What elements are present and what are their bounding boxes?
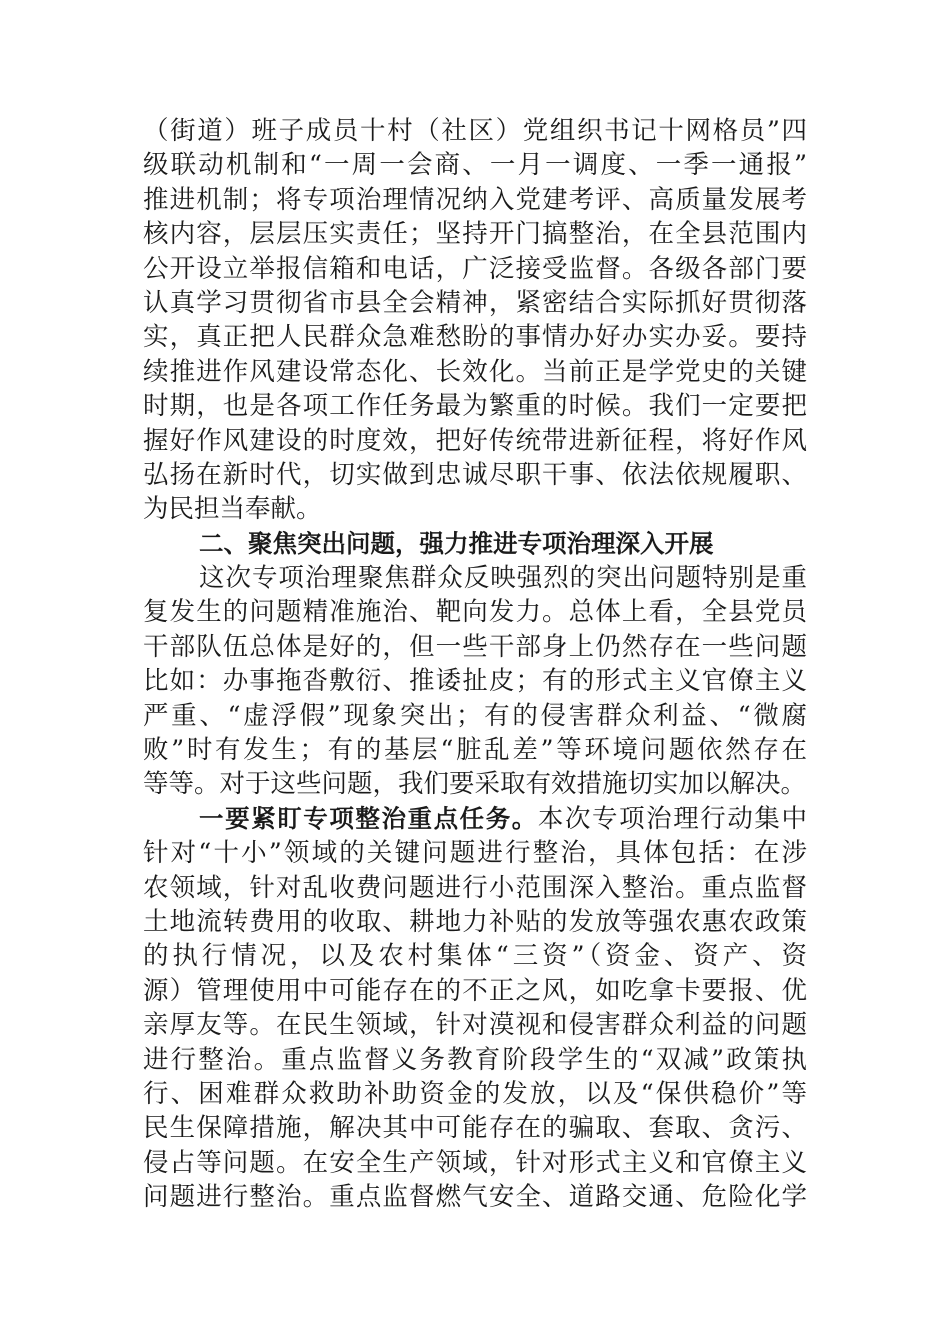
body-line <box>143 802 807 836</box>
body-line: 核内容，层层压实责任；坚持开门搞整治，在全县范围内 <box>143 219 807 250</box>
body-line: 时期，也是各项工作任务最为繁重的时候。我们一定要把 <box>143 391 807 422</box>
body-line: 败”时有发生；有的基层“脏乱差”等环境问题依然存在 <box>143 735 807 766</box>
body-line: 为民担当奉献。 <box>143 494 322 525</box>
body-line: 干部队伍总体是好的，但一些干部身上仍然存在一些问题 <box>143 631 807 662</box>
body-line: 等等。对于这些问题，我们要采取有效措施切实加以解决。 <box>143 769 807 800</box>
body-text: 本次专项治理行动集中 <box>537 803 807 834</box>
body-line: 这次专项治理聚焦群众反映强烈的突出问题特别是重 <box>199 563 807 594</box>
body-line: 握好作风建设的时度效，把好传统带进新征程，将好作风 <box>143 425 807 456</box>
body-line: 比如：办事拖沓敷衍、推诿扯皮；有的形式主义官僚主义 <box>143 666 807 697</box>
body-line: 弘扬在新时代，切实做到忠诚尽职干事、依法依规履职、 <box>143 459 807 490</box>
body-line: （街道）班子成员十村（社区）党组织书记十网格员”四 <box>143 116 807 146</box>
body-line: 级联动机制和“一周一会商、一月一调度、一季一通报” <box>143 150 807 181</box>
body-line: 严重、“虚浮假”现象突出；有的侵害群众利益、“微腐 <box>143 700 807 731</box>
body-line: 推进机制；将专项治理情况纳入党建考评、高质量发展考 <box>143 184 807 215</box>
body-line: 的执行情况，以及农村集体“三资”（资金、资产、资 <box>143 941 807 972</box>
body-line: 侵占等问题。在安全生产领域，针对形式主义和官僚主义 <box>143 1147 807 1178</box>
body-line: 土地流转费用的收取、耕地力补贴的发放等强农惠农政策 <box>143 906 807 937</box>
body-line: 民生保障措施，解决其中可能存在的骗取、套取、贪污、 <box>143 1113 807 1144</box>
body-line: 问题进行整治。重点监督燃气安全、道路交通、危险化学 <box>143 1182 807 1213</box>
document-body <box>143 114 807 1215</box>
body-line: 行、困难群众救助补助资金的发放，以及“保供稳价”等 <box>143 1078 807 1109</box>
body-line: 续推进作风建设常态化、长效化。当前正是学党史的关键 <box>143 356 807 387</box>
section-heading: 二、聚焦突出问题，强力推进专项治理深入开展 <box>199 528 714 558</box>
body-line: 进行整治。重点监督义务教育阶段学生的“双减”政策执 <box>143 1044 807 1075</box>
body-line: 实，真正把人民群众急难愁盼的事情办好办实办妥。要持 <box>143 322 807 353</box>
lead-phrase: 一要紧盯专项整治重点任务。 <box>199 803 538 833</box>
body-line: 认真学习贯彻省市县全会精神，紧密结合实际抓好贯彻落 <box>143 287 807 318</box>
body-line: 农领域，针对乱收费问题进行小范围深入整治。重点监督 <box>143 872 807 903</box>
body-line: 针对“十小”领域的关键问题进行整治，具体包括：在涉 <box>143 838 807 869</box>
body-line: 源）管理使用中可能存在的不正之风，如吃拿卡要报、优 <box>143 975 807 1006</box>
body-line: 亲厚友等。在民生领域，针对漠视和侵害群众利益的问题 <box>143 1010 807 1041</box>
body-line: 复发生的问题精准施治、靶向发力。总体上看，全县党员 <box>143 597 807 628</box>
body-line: 公开设立举报信箱和电话，广泛接受监督。各级各部门要 <box>143 253 807 284</box>
